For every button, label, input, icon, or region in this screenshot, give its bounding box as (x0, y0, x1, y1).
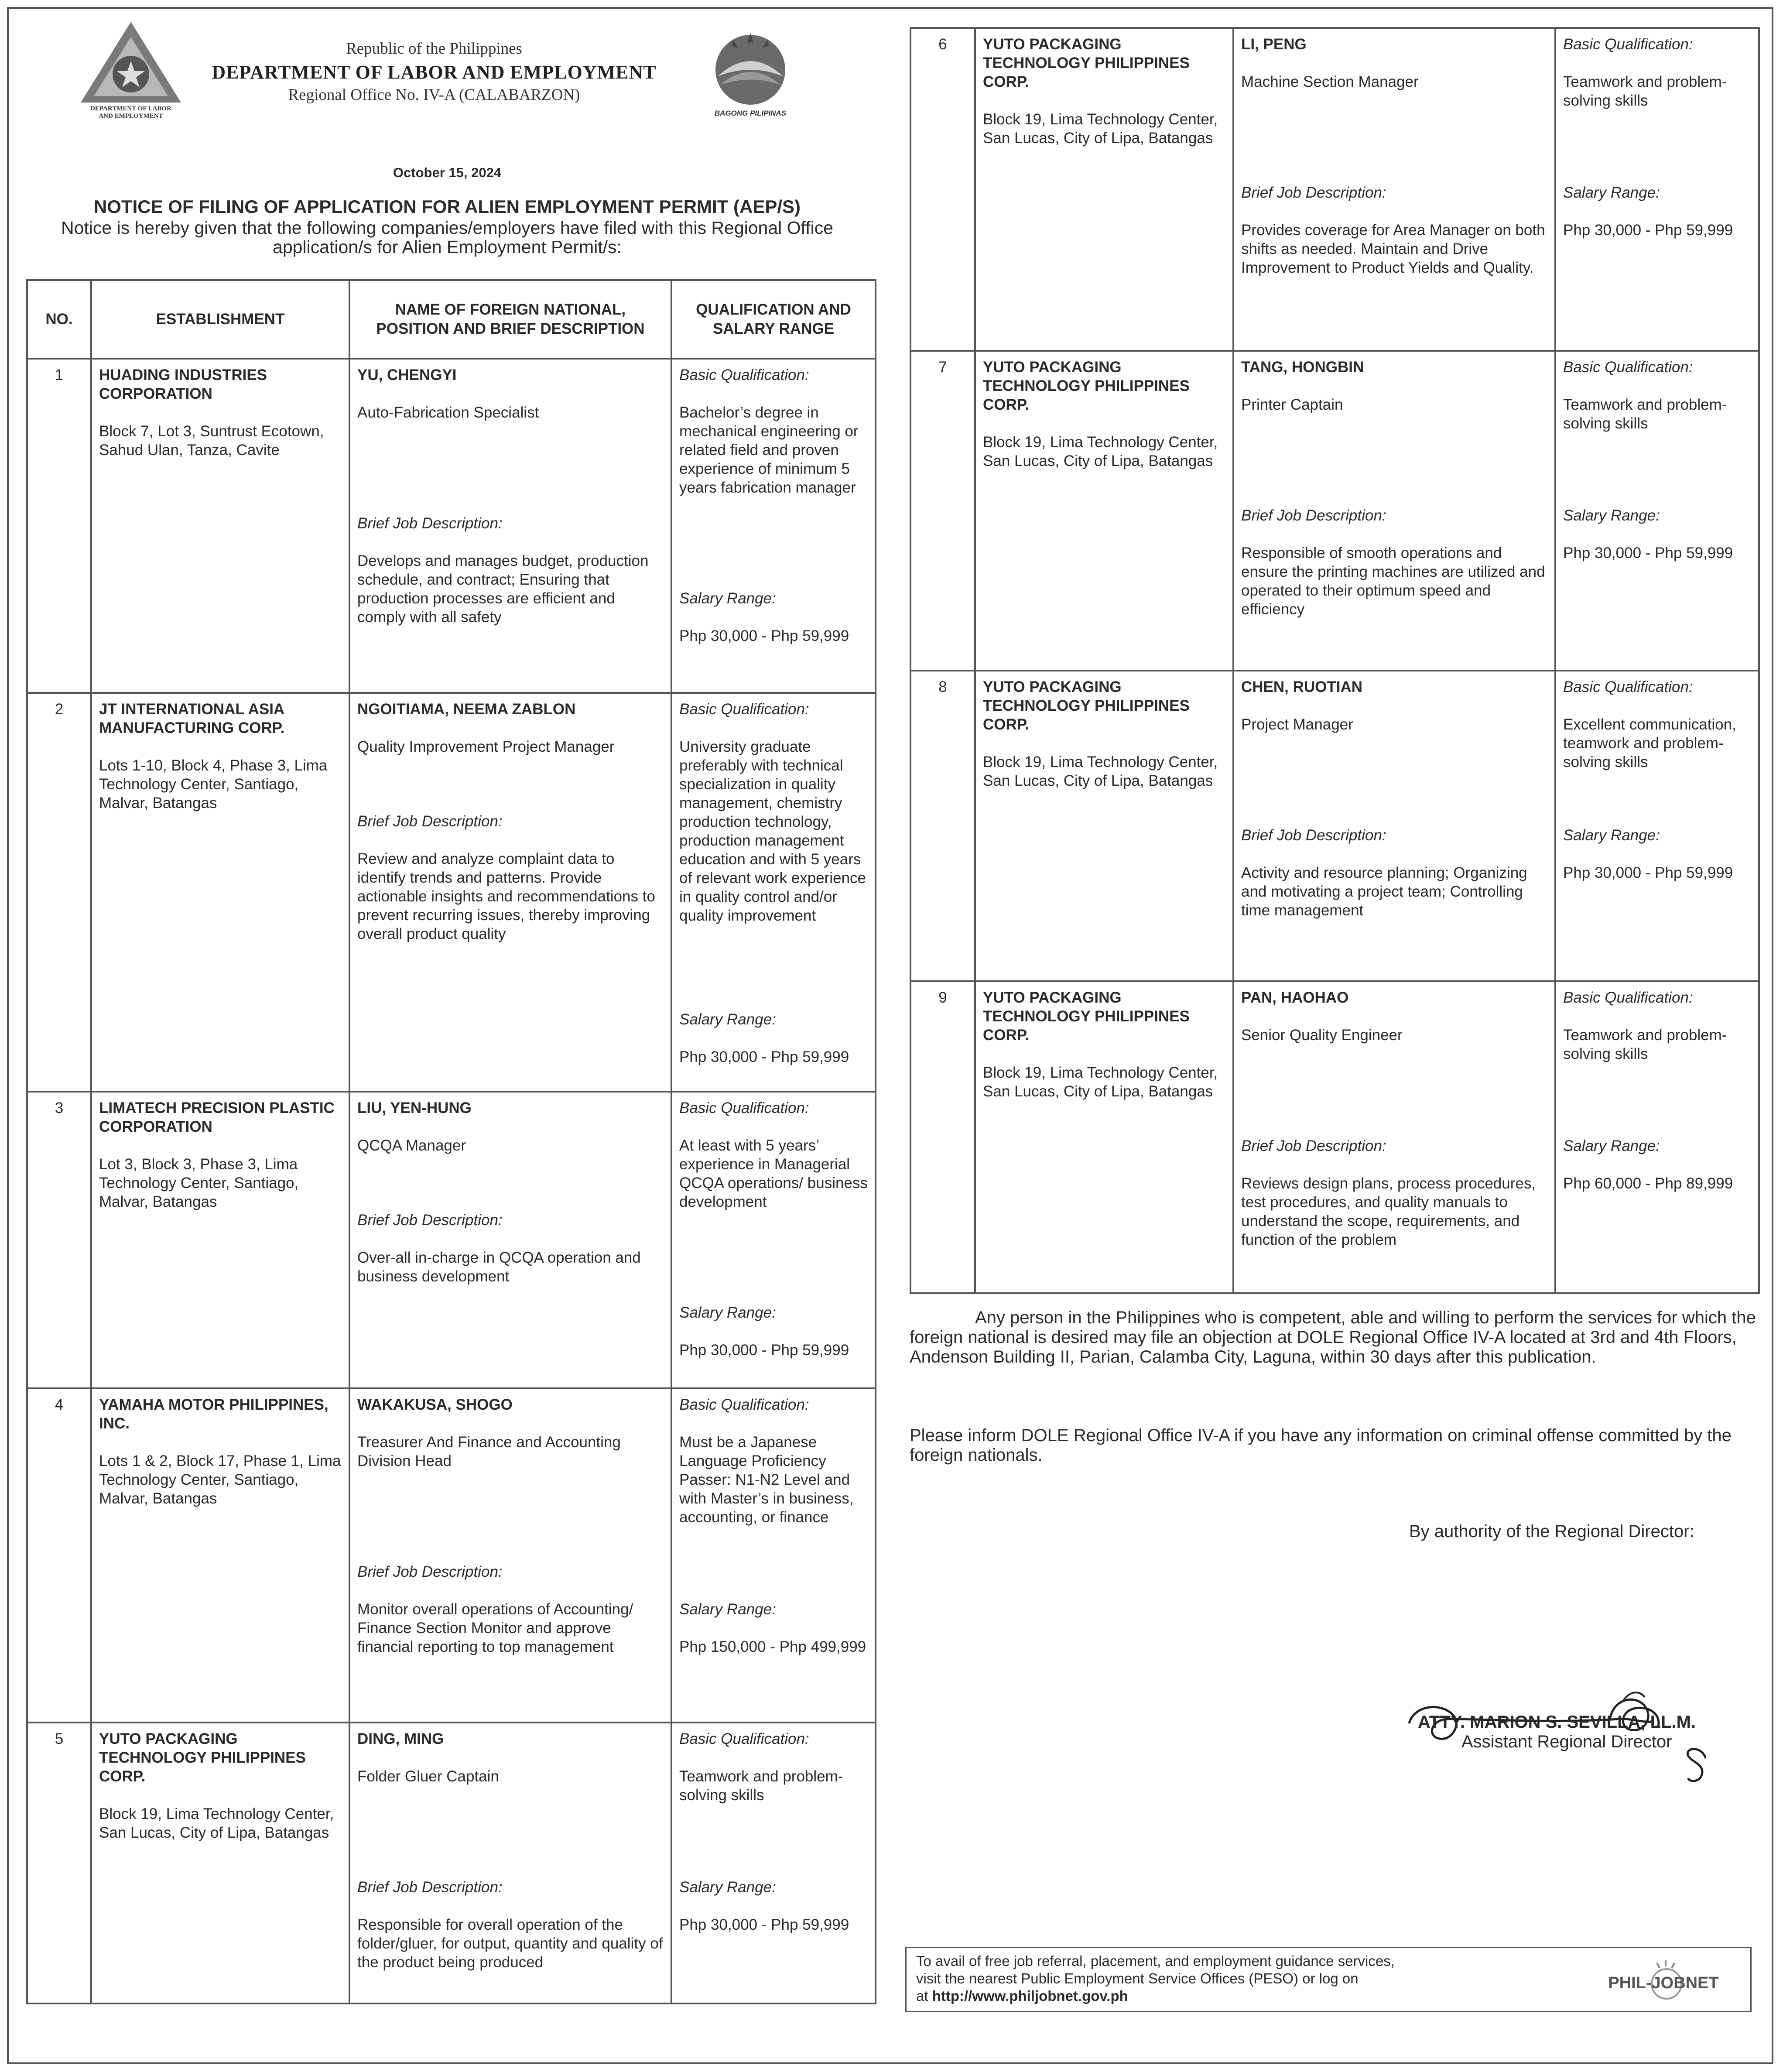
foreign-national-name: DING, MING (357, 1730, 444, 1747)
notice-intro: Notice is hereby given that the following companies/employers have filed with this Regional Office application/s for Alien Employment Permit/s: (61, 218, 833, 257)
brief-job-description-label: Brief Job Description: (357, 813, 503, 830)
qualification: Must be a Japanese Language Proficiency Passer: N1-N2 Level and with Master’s in business, accounting, or finance (679, 1434, 854, 1526)
salary-range-label: Salary Range: (679, 1601, 776, 1618)
row-number: 5 (27, 1723, 91, 2004)
header-office: Regional Office No. IV-A (CALABARZON) (288, 86, 580, 104)
basic-qualification-label: Basic Qualification: (1563, 989, 1693, 1006)
qualification: Excellent communication, teamwork and problem-solving skills (1563, 716, 1736, 771)
job-description: Activity and resource planning; Organizing and motivating a project team; Controlling time management (1241, 864, 1527, 919)
table-row (27, 1388, 876, 1723)
establishment-address: Block 19, Lima Technology Center, San Lucas, City of Lipa, Batangas (983, 753, 1218, 789)
establishment-name: LIMATECH PRECISION PLASTIC CORPORATION (99, 1099, 335, 1135)
basic-qualification-label: Basic Qualification: (1563, 678, 1693, 695)
job-description: Responsible of smooth operations and ensure the printing machines are utilized and operated to their optimum speed and efficiency (1241, 545, 1545, 618)
salary-range-label: Salary Range: (1563, 184, 1660, 201)
brief-job-description-label: Brief Job Description: (357, 1212, 503, 1229)
establishment-name: JT INTERNATIONAL ASIA MANUFACTURING CORP. (99, 701, 285, 736)
row-number: 2 (27, 693, 91, 1092)
footer-box (905, 1947, 1752, 2012)
establishment-name: YUTO PACKAGING TECHNOLOGY PHILIPPINES CORP. (983, 678, 1190, 733)
basic-qualification-label: Basic Qualification: (679, 1396, 809, 1413)
row-number: 6 (910, 28, 975, 351)
brief-job-description-label: Brief Job Description: (1241, 1137, 1386, 1154)
footer-line-1: To avail of free job referral, placement, and employment guidance services, (916, 1953, 1395, 1969)
foreign-national-name: YU, CHENGYI (357, 366, 457, 384)
header-republic: Republic of the Philippines (346, 40, 522, 58)
qualification: At least with 5 years’ experience in Managerial QCQA operations/ business development (679, 1137, 868, 1210)
basic-qualification-label: Basic Qualification: (679, 701, 809, 718)
establishment-name: YAMAHA MOTOR PHILIPPINES, INC. (99, 1396, 329, 1432)
basic-qualification-label: Basic Qualification: (1563, 359, 1693, 376)
job-description: Over-all in-charge in QCQA operation and business development (357, 1249, 641, 1285)
notice-date: October 15, 2024 (393, 165, 502, 180)
table-row (27, 1723, 876, 2004)
foreign-national-name: LI, PENG (1241, 36, 1307, 53)
bagong-pilipinas-logo (707, 28, 794, 120)
philjobnet-logo (1591, 1957, 1735, 2005)
brief-job-description-label: Brief Job Description: (357, 1563, 503, 1580)
header-department: DEPARTMENT OF LABOR AND EMPLOYMENT (212, 62, 657, 83)
position: Senior Quality Engineer (1241, 1027, 1403, 1044)
establishment-address: Block 7, Lot 3, Suntrust Ecotown, Sahud Ulan, Tanza, Cavite (99, 423, 324, 459)
job-description: Reviews design plans, process procedures, test procedures, and quality manuals to understand the scope, requirements, and function of the problem (1241, 1175, 1536, 1248)
svg-text:AND EMPLOYMENT: AND EMPLOYMENT (99, 113, 163, 120)
foreign-national-name: WAKAKUSA, SHOGO (357, 1396, 513, 1413)
qualification: University graduate preferably with technical specialization in quality management, chemistry production technology, production management education and with 5 years of relevant work experience in quality control and/or quality improvement (679, 738, 866, 924)
col-header-no: NO. (27, 280, 91, 359)
establishment-name: YUTO PACKAGING TECHNOLOGY PHILIPPINES CORP. (99, 1730, 306, 1785)
position: Printer Captain (1241, 396, 1343, 413)
dole-logo (79, 20, 183, 120)
salary-range: Php 30,000 - Php 59,999 (679, 1916, 849, 1933)
establishment-address: Block 19, Lima Technology Center, San Lucas, City of Lipa, Batangas (99, 1805, 334, 1841)
basic-qualification-label: Basic Qualification: (679, 1730, 809, 1747)
row-number: 3 (27, 1092, 91, 1388)
table-row (910, 351, 1759, 671)
footer-text (916, 1952, 1395, 2005)
qualification: Teamwork and problem-solving skills (1563, 1027, 1727, 1062)
objection-paragraph: Any person in the Philippines who is competent, able and willing to perform the services for which the foreign national is desired may file an objection at DOLE Regional Office IV-A located at 3rd and 4th Floors, Andenson Building II, Parian, Calamba City, Laguna, within 30 days after this publication. (910, 1308, 1756, 1366)
aep-table-left (26, 279, 876, 2004)
salary-range: Php 30,000 - Php 59,999 (1563, 864, 1733, 881)
row-number: 1 (27, 359, 91, 693)
foreign-national-name: NGOITIAMA, NEEMA ZABLON (357, 701, 576, 718)
position: Auto-Fabrication Specialist (357, 404, 539, 421)
position: Quality Improvement Project Manager (357, 738, 615, 755)
salary-range-label: Salary Range: (679, 1011, 776, 1028)
establishment-address: Block 19, Lima Technology Center, San Lucas, City of Lipa, Batangas (983, 111, 1218, 147)
col-header-qualification: QUALIFICATION AND SALARY RANGE (671, 280, 876, 359)
table-row (27, 693, 876, 1092)
job-description: Develops and manages budget, production schedule, and contract; Ensuring that production processes are efficient and comply with all safety (357, 552, 649, 626)
establishment-address: Lots 1 & 2, Block 17, Phase 1, Lima Technology Center, Santiago, Malvar, Batangas (99, 1452, 341, 1507)
row-number: 7 (910, 351, 975, 671)
criminal-offense-paragraph: Please inform DOLE Regional Office IV-A if you have any information on criminal offense committed by the foreign nationals. (910, 1426, 1732, 1465)
job-description: Provides coverage for Area Manager on both shifts as needed. Maintain and Drive Improvement to Product Yields and Quality. (1241, 222, 1545, 276)
table-row (910, 671, 1759, 981)
establishment-address: Lot 3, Block 3, Phase 3, Lima Technology Center, Santiago, Malvar, Batangas (99, 1156, 299, 1210)
basic-qualification-label: Basic Qualification: (1563, 36, 1693, 53)
authority-line: By authority of the Regional Director: (1409, 1522, 1694, 1541)
job-description: Responsible for overall operation of the folder/gluer, for output, quantity and quality of the product being produced (357, 1916, 663, 1971)
establishment-name: YUTO PACKAGING TECHNOLOGY PHILIPPINES CORP. (983, 36, 1190, 90)
brief-job-description-label: Brief Job Description: (1241, 507, 1386, 524)
basic-qualification-label: Basic Qualification: (679, 1099, 809, 1116)
row-number: 8 (910, 671, 975, 981)
signer-title: Assistant Regional Director (1461, 1732, 1672, 1751)
position: QCQA Manager (357, 1137, 466, 1154)
row-number: 9 (910, 981, 975, 1293)
salary-range: Php 60,000 - Php 89,999 (1563, 1175, 1733, 1192)
establishment-name: YUTO PACKAGING TECHNOLOGY PHILIPPINES CORP. (983, 359, 1190, 413)
brief-job-description-label: Brief Job Description: (1241, 184, 1386, 201)
basic-qualification-label: Basic Qualification: (679, 366, 809, 384)
foreign-national-name: CHEN, RUOTIAN (1241, 678, 1363, 695)
establishment-name: HUADING INDUSTRIES CORPORATION (99, 366, 267, 402)
salary-range-label: Salary Range: (1563, 827, 1660, 844)
qualification: Bachelor’s degree in mechanical engineering or related field and proven experience of minimum 5 years fabrication manager (679, 404, 859, 496)
qualification: Teamwork and problem-solving skills (1563, 396, 1727, 432)
notice-title: NOTICE OF FILING OF APPLICATION FOR ALIEN EMPLOYMENT PERMIT (AEP/S) (93, 196, 801, 217)
salary-range-label: Salary Range: (679, 1304, 776, 1321)
table-row (910, 981, 1759, 1293)
salary-range: Php 30,000 - Php 59,999 (1563, 222, 1733, 239)
row-number: 4 (27, 1388, 91, 1723)
philjobnet-link[interactable]: http://www.philjobnet.gov.ph (932, 1988, 1128, 2004)
salary-range-label: Salary Range: (679, 1879, 776, 1896)
signer-name: ATTY. MARION S. SEVILLA, LL.M. (1418, 1712, 1696, 1732)
table-row (27, 1092, 876, 1388)
qualification: Teamwork and problem-solving skills (679, 1768, 843, 1804)
job-description: Monitor overall operations of Accounting/ Finance Section Monitor and approve financial reporting to top management (357, 1601, 633, 1655)
salary-range: Php 30,000 - Php 59,999 (1563, 545, 1733, 562)
position: Machine Section Manager (1241, 73, 1419, 90)
col-header-establishment: ESTABLISHMENT (91, 280, 349, 359)
qualification: Teamwork and problem-solving skills (1563, 73, 1727, 109)
svg-text:BAGONG PILIPINAS: BAGONG PILIPINAS (714, 109, 787, 117)
svg-text:DEPARTMENT OF LABOR: DEPARTMENT OF LABOR (90, 105, 171, 112)
table-row (27, 359, 876, 693)
salary-range: Php 30,000 - Php 59,999 (679, 1342, 849, 1359)
establishment-address: Block 19, Lima Technology Center, San Lucas, City of Lipa, Batangas (983, 1064, 1218, 1100)
foreign-national-name: TANG, HONGBIN (1241, 359, 1364, 376)
svg-text:PHIL-JOBNET: PHIL-JOBNET (1608, 1974, 1719, 1992)
job-description: Review and analyze complaint data to identify trends and patterns. Provide actionable insights and recommendations to prevent recurring issues, thereby improving overall product quality (357, 850, 655, 942)
establishment-name: YUTO PACKAGING TECHNOLOGY PHILIPPINES CORP. (983, 989, 1190, 1044)
footer-line-2: visit the nearest Public Employment Service Offices (PESO) or log on (916, 1970, 1359, 1986)
brief-job-description-label: Brief Job Description: (1241, 827, 1386, 844)
foreign-national-name: LIU, YEN-HUNG (357, 1099, 472, 1116)
foreign-national-name: PAN, HAOHAO (1241, 989, 1349, 1006)
table-row (910, 28, 1759, 351)
establishment-address: Lots 1-10, Block 4, Phase 3, Lima Technology Center, Santiago, Malvar, Batangas (99, 757, 328, 812)
brief-job-description-label: Brief Job Description: (357, 515, 503, 532)
col-header-foreign-national: NAME OF FOREIGN NATIONAL, POSITION AND BRIEF DESCRIPTION (349, 280, 671, 359)
position: Treasurer And Finance and Accounting Division Head (357, 1434, 621, 1469)
position: Project Manager (1241, 716, 1353, 733)
salary-range-label: Salary Range: (679, 590, 776, 607)
salary-range: Php 150,000 - Php 499,999 (679, 1638, 866, 1655)
salary-range-label: Salary Range: (1563, 1137, 1660, 1154)
salary-range-label: Salary Range: (1563, 507, 1660, 524)
salary-range: Php 30,000 - Php 59,999 (679, 627, 849, 644)
aep-table-right (910, 27, 1760, 1294)
position: Folder Gluer Captain (357, 1768, 499, 1785)
brief-job-description-label: Brief Job Description: (357, 1879, 503, 1896)
footer-line-3-prefix: at (916, 1988, 932, 2004)
establishment-address: Block 19, Lima Technology Center, San Lucas, City of Lipa, Batangas (983, 434, 1218, 469)
salary-range: Php 30,000 - Php 59,999 (679, 1048, 849, 1065)
